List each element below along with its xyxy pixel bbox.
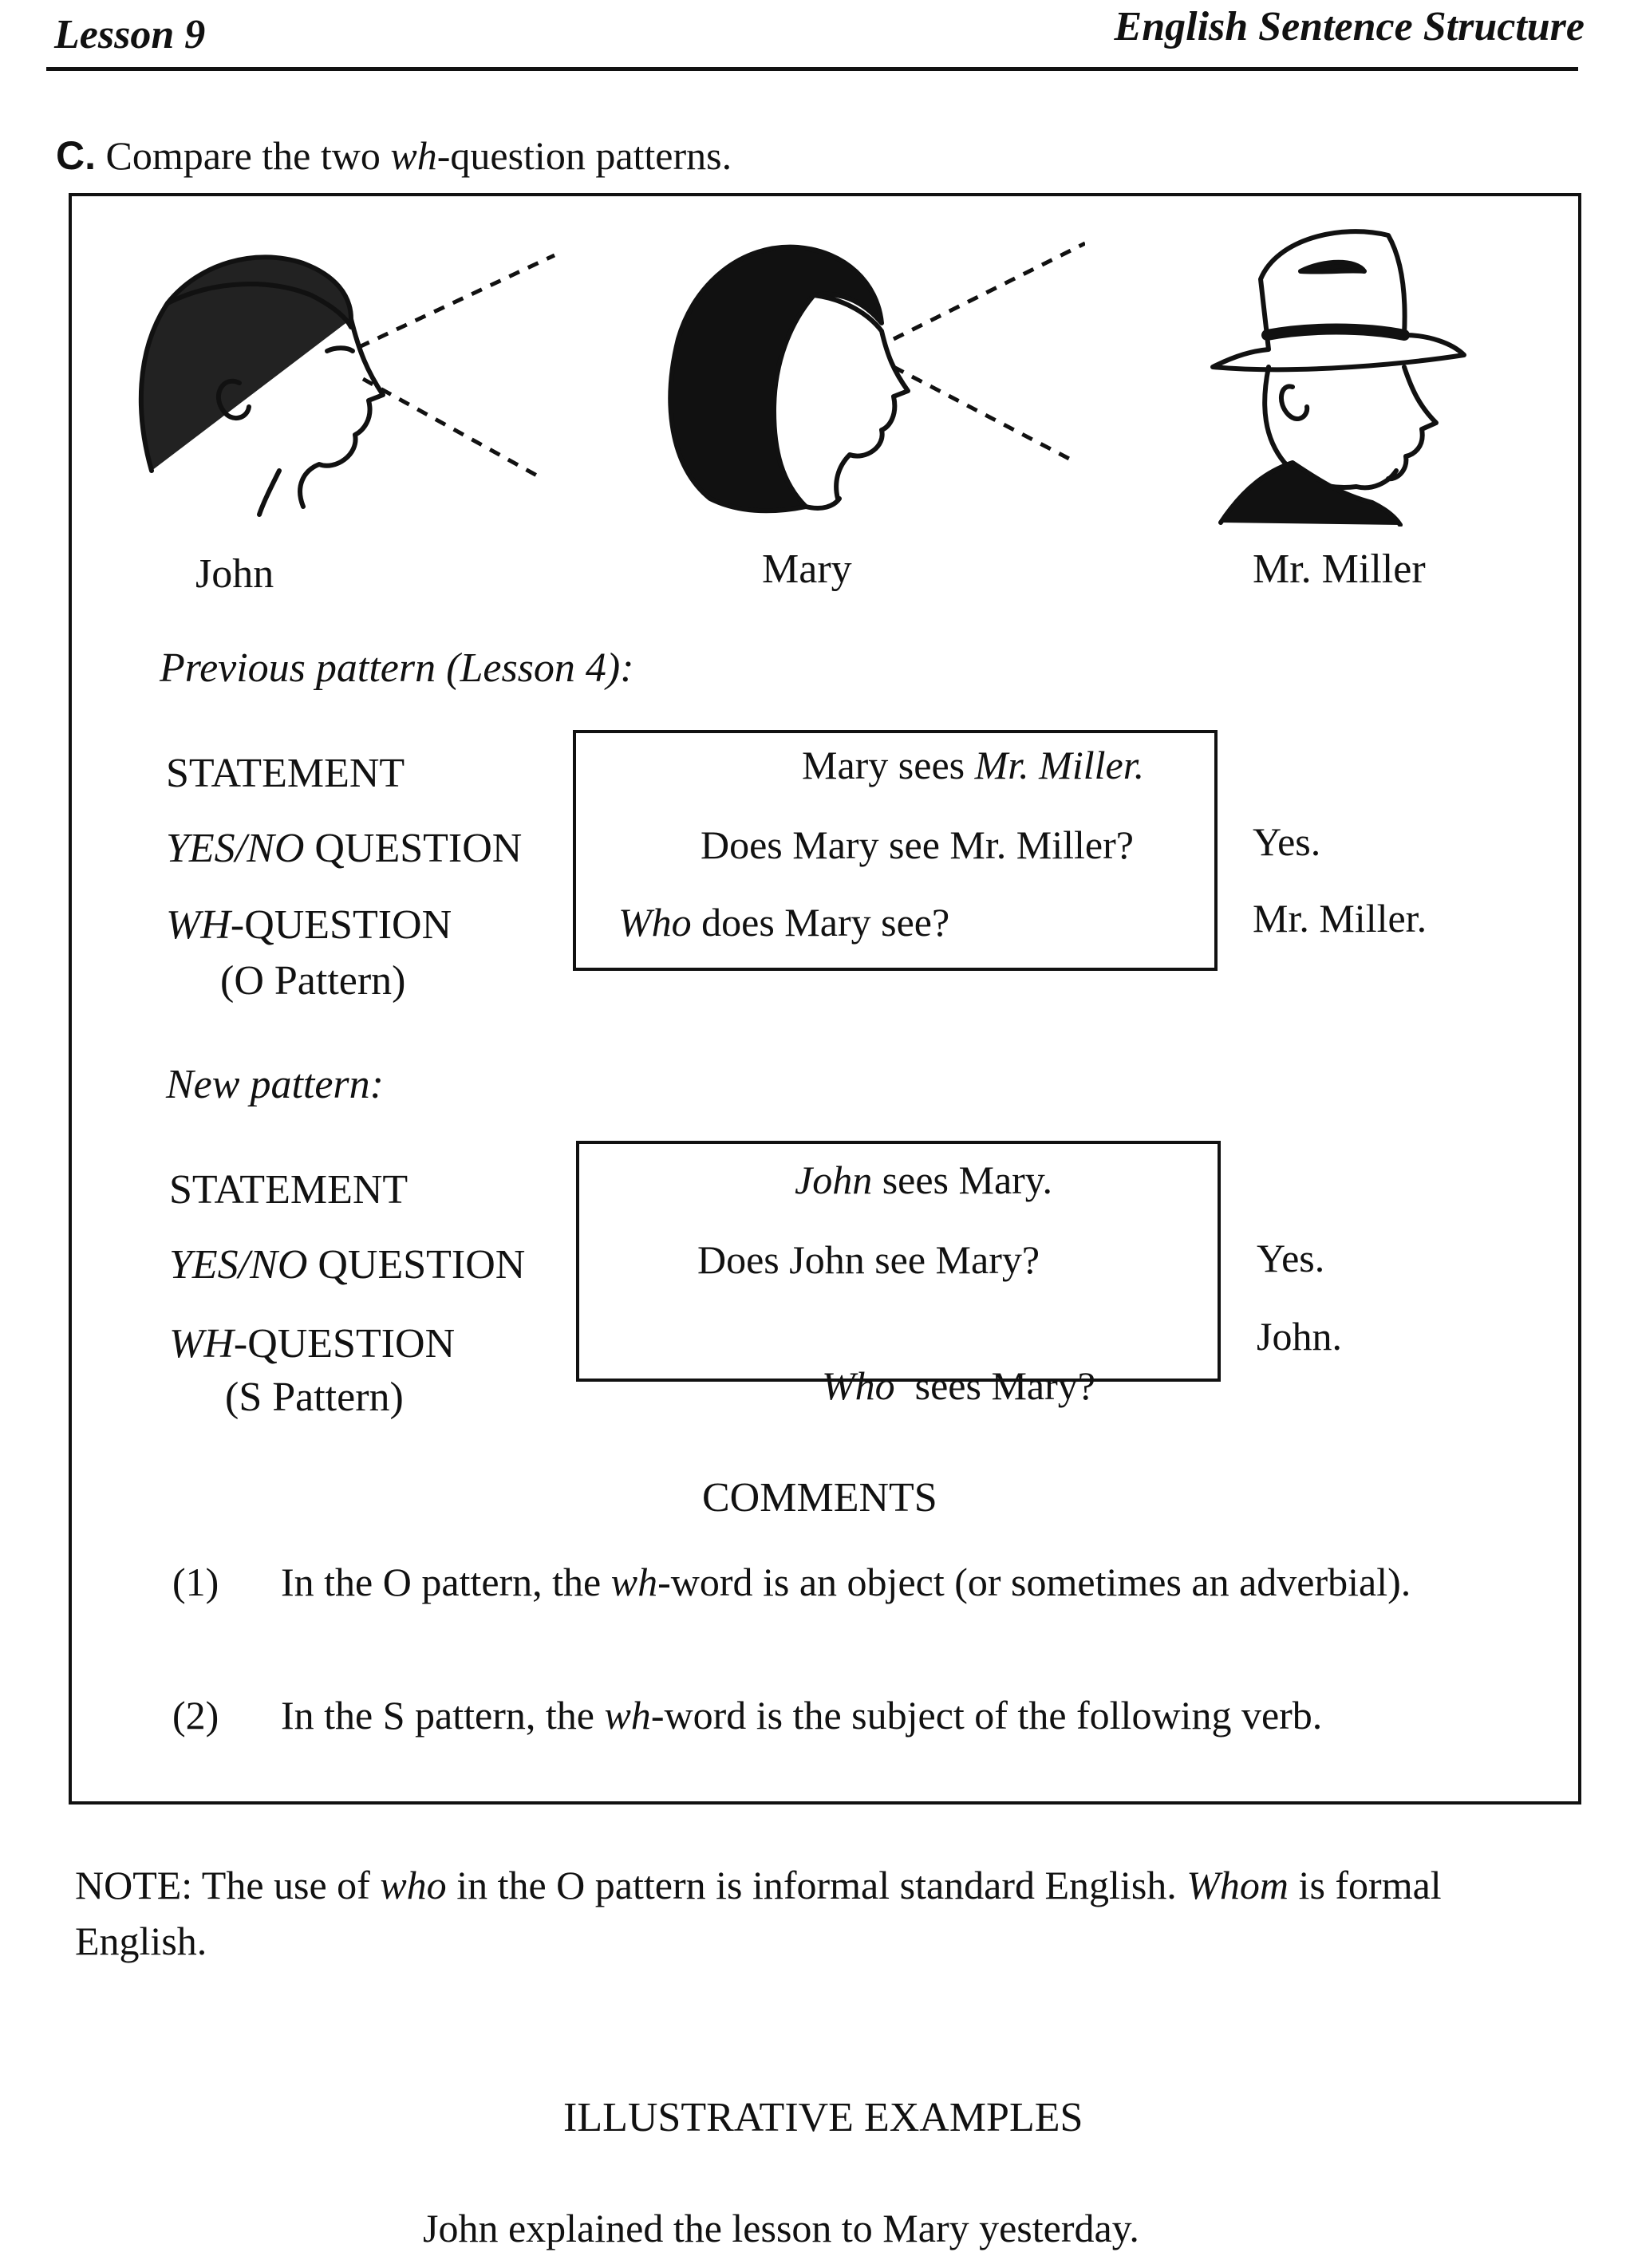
new-wh-em: Who — [822, 1363, 895, 1408]
new-wh-label — [169, 1320, 455, 1368]
new-statement-rest: sees Mary. — [872, 1158, 1053, 1202]
note-text-b: in the O pattern is informal standard English. — [446, 1863, 1187, 1907]
figure-name-mary: Mary — [762, 546, 852, 592]
previous-statement-label: STATEMENT — [166, 751, 405, 796]
new-yesno-label — [169, 1241, 525, 1289]
previous-statement-a: Mary sees — [802, 743, 975, 787]
comment-1-em: wh — [610, 1560, 658, 1604]
comment-1-text-b: -word is an object (or sometimes an adverbial). — [657, 1560, 1411, 1604]
comment-2-text — [281, 1687, 1430, 1743]
note-em-whom: Whom — [1186, 1863, 1289, 1907]
previous-answer-wh: Mr. Miller. — [1253, 896, 1427, 941]
new-yesno: Does John see Mary? — [697, 1237, 1040, 1282]
comment-1-text — [281, 1554, 1430, 1610]
previous-wh-sub: (O Pattern) — [220, 958, 406, 1004]
comment-2-text-a: In the S pattern, the — [281, 1693, 605, 1737]
comment-1-number: (1) — [172, 1560, 219, 1604]
note-paragraph — [75, 1857, 1575, 1969]
figure-name-john: John — [195, 551, 274, 597]
header-rule — [46, 67, 1578, 71]
new-answer-wh: John. — [1257, 1314, 1342, 1359]
new-wh-label-em: WH — [169, 1321, 234, 1367]
new-statement — [795, 1157, 1052, 1203]
section-title-text-b: -question patterns. — [436, 133, 732, 178]
new-wh-sub: (S Pattern) — [225, 1375, 404, 1420]
note-text-a: NOTE: The use of — [75, 1863, 381, 1907]
section-letter: C. — [56, 133, 96, 178]
comment-2-em: wh — [604, 1693, 651, 1737]
new-wh-label-rest: -QUESTION — [233, 1321, 456, 1367]
previous-answer-yes: Yes. — [1253, 819, 1321, 864]
comment-1-text-a: In the O pattern, the — [281, 1560, 611, 1604]
note-em-who: who — [380, 1863, 447, 1907]
new-statement-em: John — [795, 1158, 873, 1202]
new-statement-label: STATEMENT — [169, 1167, 408, 1213]
previous-wh — [618, 899, 949, 945]
section-title-text-a: Compare the two — [105, 133, 391, 178]
previous-statement-em: Mr. Miller. — [974, 743, 1145, 787]
examples-heading: ILLUSTRATIVE EXAMPLES — [563, 2095, 1083, 2140]
previous-wh-rest: does Mary see? — [691, 900, 950, 945]
new-wh-rest: sees Mary? — [894, 1363, 1095, 1408]
header-book-title: English Sentence Structure — [1114, 4, 1585, 49]
john-head-icon — [120, 231, 566, 519]
previous-statement — [802, 742, 1144, 788]
previous-yesno-label — [166, 825, 522, 873]
comment-2-number: (2) — [172, 1693, 219, 1737]
previous-pattern-heading: Previous pattern (Lesson 4): — [160, 645, 634, 691]
previous-wh-label-em: WH — [166, 902, 231, 948]
previous-wh-label — [166, 901, 452, 949]
new-answer-yes: Yes. — [1257, 1236, 1325, 1280]
mr-miller-head-icon — [1205, 215, 1468, 527]
comments-heading: COMMENTS — [702, 1475, 937, 1521]
previous-yesno-label-em: YES/NO — [166, 826, 305, 871]
previous-yesno: Does Mary see Mr. Miller? — [701, 822, 1134, 867]
previous-wh-label-rest: -QUESTION — [230, 902, 452, 948]
previous-wh-em: Who — [618, 900, 692, 945]
figure-name-mr-miller: Mr. Miller — [1253, 546, 1426, 592]
section-title — [56, 132, 732, 179]
mary-head-icon — [654, 227, 1085, 523]
new-yesno-label-rest: QUESTION — [307, 1242, 526, 1288]
new-wh — [802, 1316, 1095, 1409]
section-title-em: wh — [390, 133, 437, 178]
example-sentence-1: John explained the lesson to Mary yesterday. — [423, 2206, 1139, 2250]
previous-yesno-label-rest: QUESTION — [304, 826, 523, 871]
header-lesson: Lesson 9 — [54, 12, 206, 57]
note-text-c: is formal English. — [75, 1863, 1442, 1963]
comment-2-text-b: -word is the subject of the following verb. — [650, 1693, 1323, 1737]
new-yesno-label-em: YES/NO — [169, 1242, 308, 1288]
new-pattern-heading: New pattern: — [166, 1062, 384, 1107]
